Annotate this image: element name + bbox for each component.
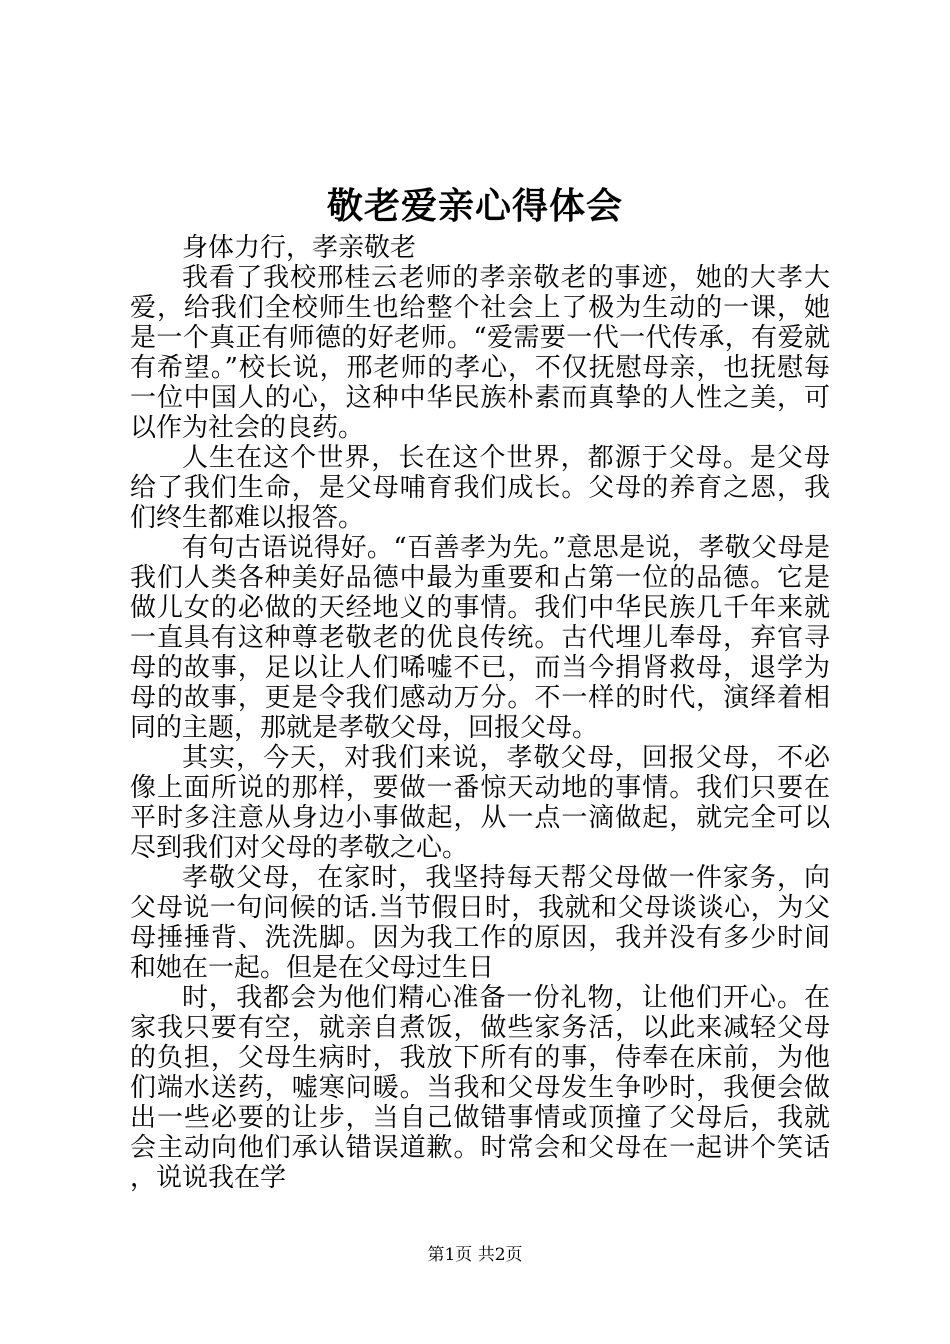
paragraph: 时，我都会为他们精心准备一份礼物，让他们开心。在家我只要有空，就亲自煮饭，做些家务活，以此来减轻父母的负担，父母生病时，我放下所有的事，侍奉在床前，为他们端水送药，嘘寒问暖。当我和父母发生争吵时，我便会做出一些必要的让步，当自己做错事情或顶撞了父母后，我就会主动向他们承认错误道歉。时常会和父母在一起讲个笑话，说说我在学 — [130, 983, 830, 1193]
paragraph: 其实，今天，对我们来说，孝敬父母，回报父母，不必像上面所说的那样，要做一番惊天动地的事情。我们只要在平时多注意从身边小事做起，从一点一滴做起，就完全可以尽到我们对父母的孝敬之心。 — [130, 743, 830, 863]
page-footer — [0, 1244, 950, 1266]
page-total: 共2页 — [477, 1245, 523, 1265]
document-title: 敬老爱亲心得体会 — [326, 185, 623, 227]
paragraph-subtitle: 身体力行，孝亲敬老 — [182, 233, 417, 263]
paragraph: 人生在这个世界，长在这个世界，都源于父母。是父母给了我们生命，是父母哺育我们成长。父母的养育之恩，我们终生都难以报答。 — [130, 443, 830, 533]
document-body — [130, 233, 830, 1193]
paragraph: 我看了我校邢桂云老师的孝亲敬老的事迹，她的大孝大爱，给我们全校师生也给整个社会上了极为生动的一课，她是一个真正有师德的好老师。“爱需要一代一代传承，有爱就有希望。”校长说，邢老师的孝心，不仅抚慰母亲，也抚慰每一位中国人的心，这种中华民族朴素而真挚的人性之美，可以作为社会的良药。 — [130, 263, 830, 443]
page-number: 第1页 — [427, 1245, 473, 1265]
paragraph: 孝敬父母，在家时，我坚持每天帮父母做一件家务，向父母说一句问候的话.当节假日时，我就和父母谈谈心，为父母捶捶背、洗洗脚。因为我工作的原因，我并没有多少时间和她在一起。但是在父母过生日 — [130, 863, 830, 983]
paragraph: 有句古语说得好。“百善孝为先。”意思是说，孝敬父母是我们人类各种美好品德中最为重要和占第一位的品德。它是做儿女的必做的天经地义的事情。我们中华民族几千年来就一直具有这种尊老敬老的优良传统。古代埋儿奉母，弃官寻母的故事，足以让人们唏嘘不已，而当今捐肾救母，退学为母的故事，更是令我们感动万分。不一样的时代，演绎着相同的主题，那就是孝敬父母，回报父母。 — [130, 533, 830, 743]
